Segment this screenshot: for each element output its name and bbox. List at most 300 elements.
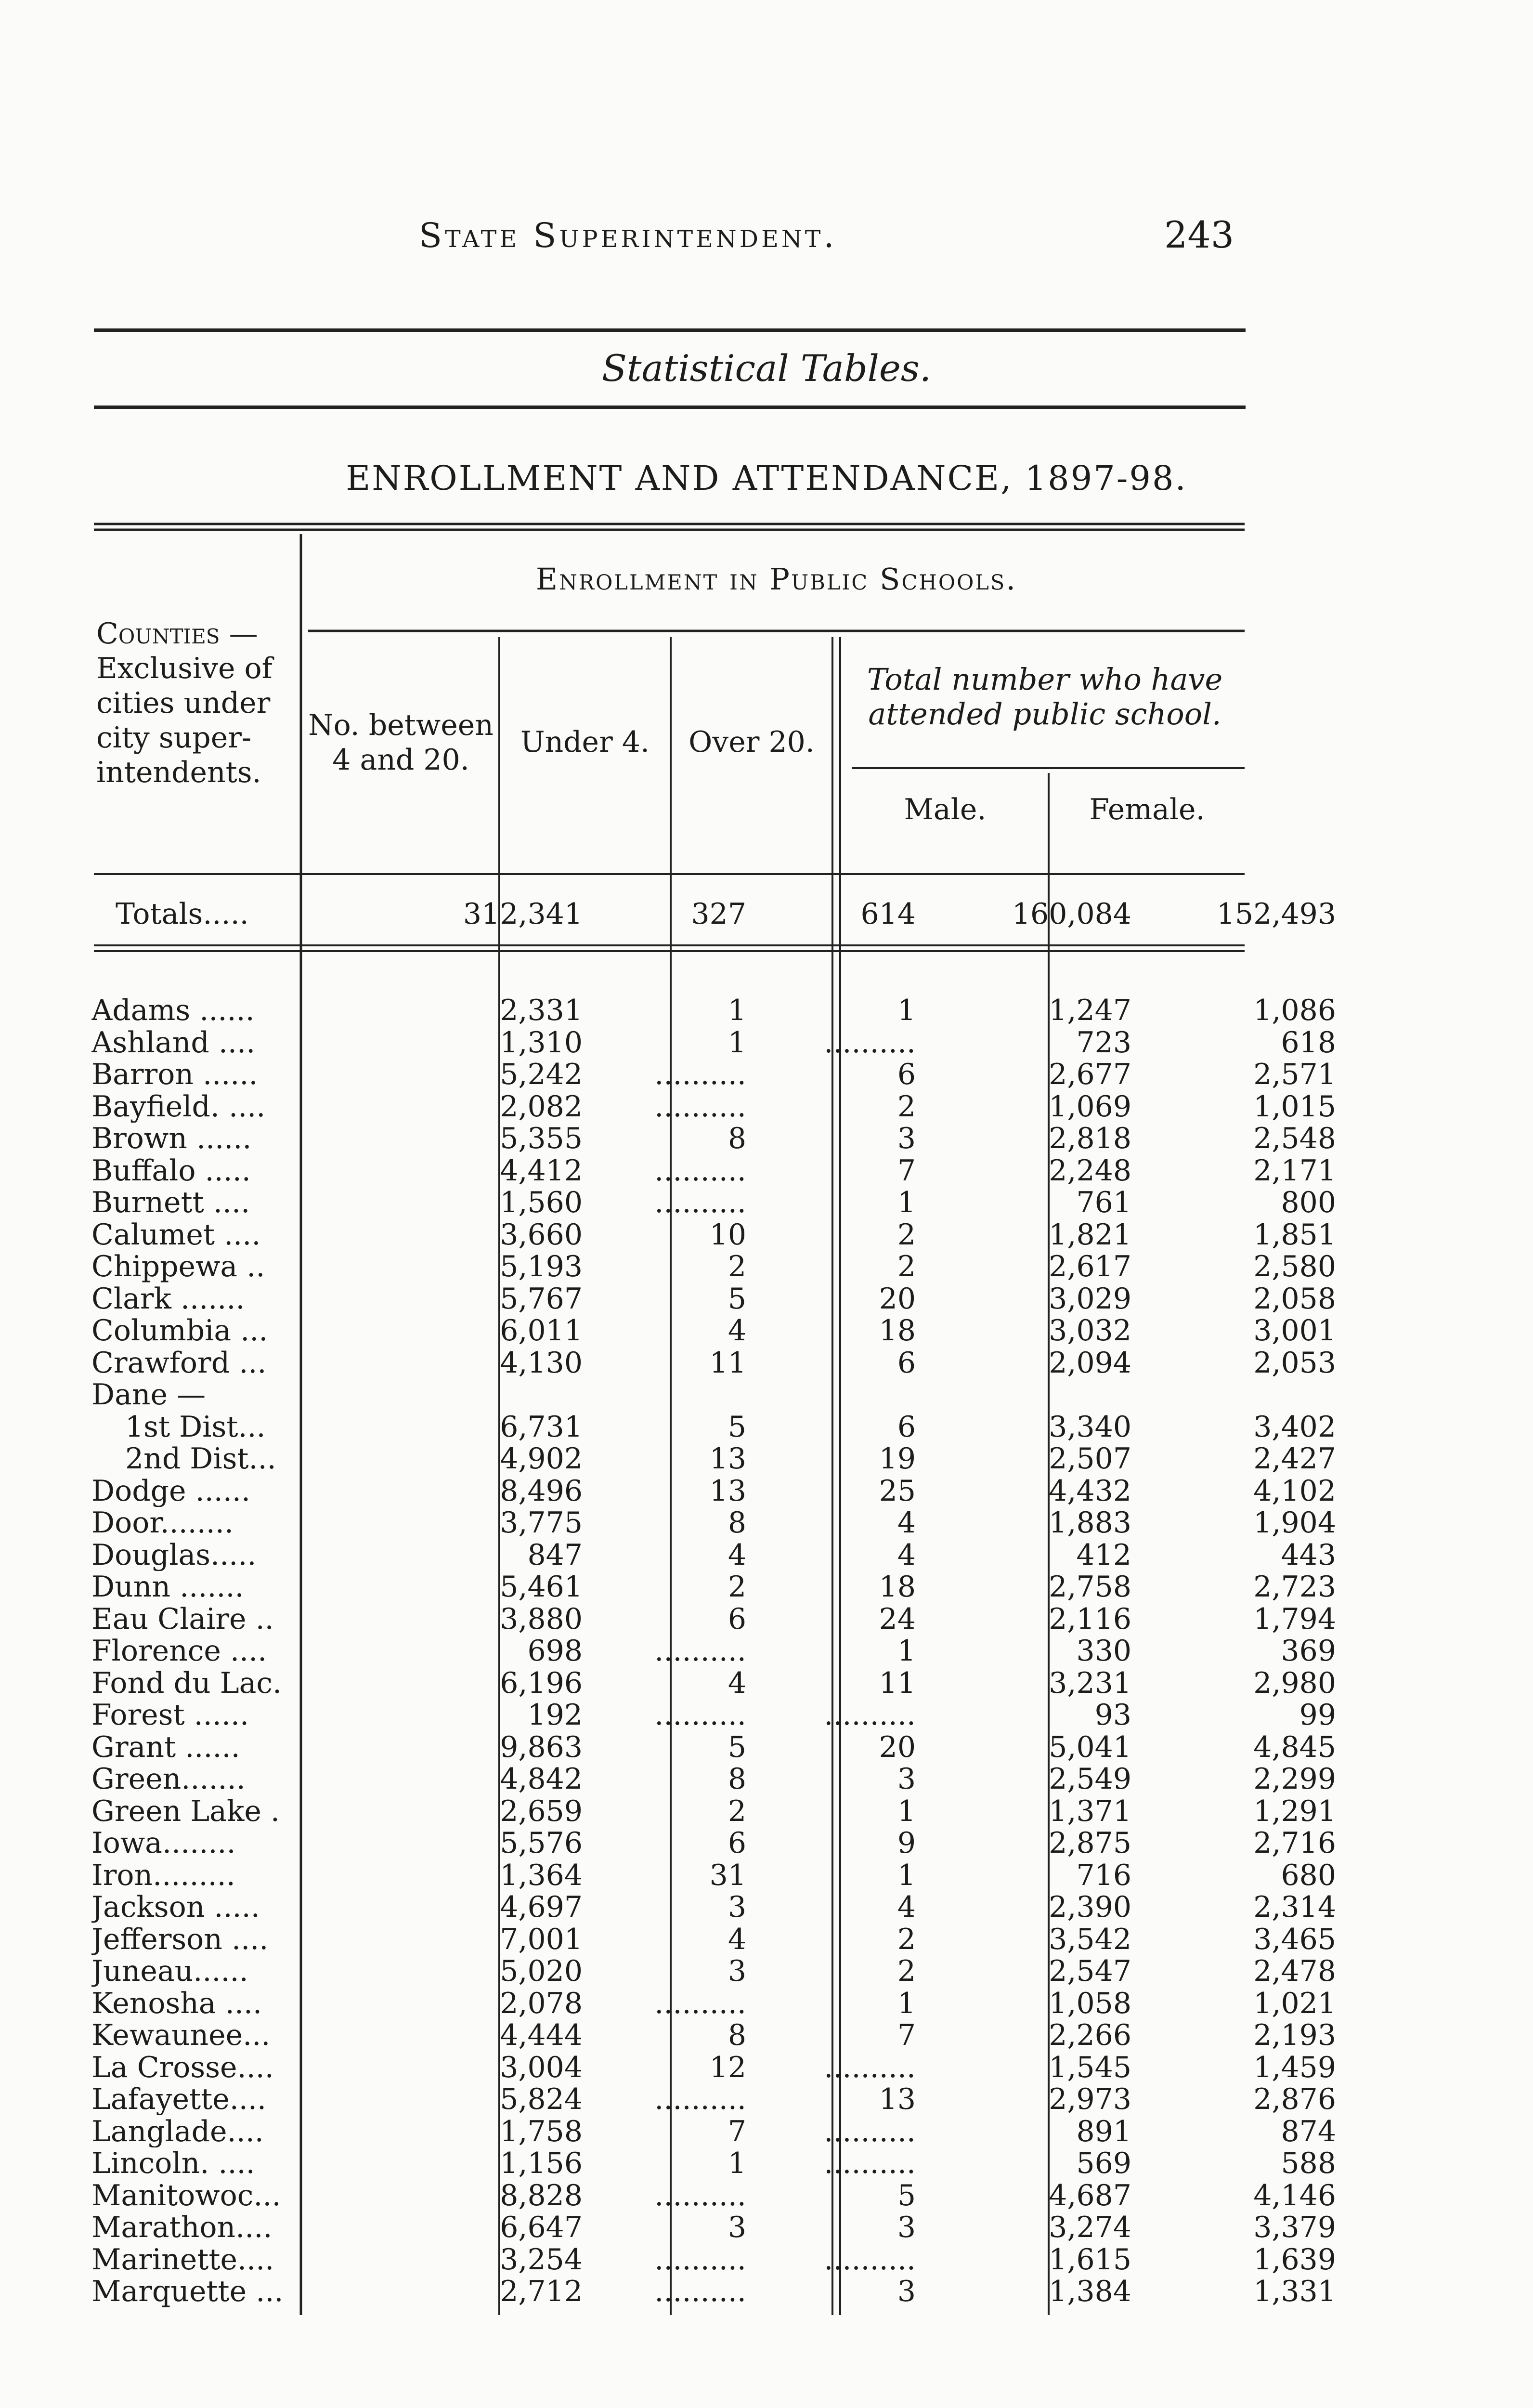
between-value: 6,647 — [500, 2212, 583, 2243]
under4-value: 4 — [728, 1539, 746, 1571]
male-value: 3,340 — [1049, 1411, 1131, 1443]
male-value: 716 — [1076, 1859, 1131, 1891]
under4-value: 13 — [709, 1475, 746, 1507]
table-row — [87, 1059, 1336, 1090]
female-value: 99 — [1299, 1699, 1336, 1731]
under4-value: .......... — [654, 1635, 746, 1667]
county-name: Ashland .... — [91, 1026, 256, 1059]
female-value: 4,102 — [1253, 1475, 1336, 1507]
female-value: 2,478 — [1253, 1955, 1336, 1987]
over20-value: 18 — [879, 1315, 916, 1347]
between-header — [303, 708, 498, 777]
between-value: 2,078 — [500, 1987, 583, 2019]
county-name: Green....... — [91, 1763, 246, 1795]
female-value: 2,876 — [1253, 2083, 1336, 2115]
table-row — [87, 2115, 1336, 2147]
female-value: 874 — [1281, 2115, 1336, 2147]
over20-value: 3 — [897, 2276, 916, 2307]
between-value: 2,082 — [500, 1090, 583, 1123]
county-name: Juneau...... — [91, 1955, 248, 1987]
table-row — [87, 1218, 1336, 1251]
table-row — [87, 1859, 1336, 1891]
table-row — [87, 1475, 1336, 1507]
under4-value: 2 — [728, 1251, 746, 1283]
table-row — [87, 1891, 1336, 1923]
under4-value: 5 — [728, 1731, 746, 1763]
under4-value: 8 — [728, 1763, 746, 1795]
male-value: 2,266 — [1049, 2019, 1131, 2051]
county-name: Columbia ... — [91, 1315, 268, 1347]
between-value: 3,004 — [500, 2051, 583, 2083]
over20-value: .......... — [824, 2243, 916, 2276]
over20-value: 20 — [879, 1283, 916, 1315]
male-value: 3,274 — [1049, 2212, 1131, 2243]
male-value: 1,247 — [1049, 995, 1131, 1026]
mid-rule — [94, 406, 1246, 409]
totals-label: Totals..... — [116, 898, 249, 930]
between-value: 4,444 — [500, 2019, 583, 2051]
county-name: Clark ....... — [91, 1283, 245, 1315]
under4-value: 2 — [728, 1795, 746, 1827]
table-row — [87, 2243, 1336, 2276]
between-value: 5,461 — [500, 1571, 583, 1603]
between-header-line: No. between — [308, 708, 494, 742]
county-name: 2nd Dist... — [125, 1443, 276, 1475]
between-value: 6,196 — [500, 1667, 583, 1699]
county-name: Marinette.... — [91, 2243, 274, 2276]
male-value: 3,231 — [1049, 1667, 1131, 1699]
county-name: Fond du Lac. — [91, 1667, 282, 1699]
male-value: 2,507 — [1049, 1443, 1131, 1475]
male-value: 3,542 — [1049, 1923, 1131, 1955]
between-value: 3,775 — [500, 1507, 583, 1539]
over20-value: 2 — [897, 1090, 916, 1123]
between-value: 1,310 — [500, 1026, 583, 1059]
female-value: 588 — [1281, 2147, 1336, 2179]
under4-value: 4 — [728, 1315, 746, 1347]
male-value: 2,818 — [1049, 1123, 1131, 1154]
table-row — [87, 2083, 1336, 2115]
female-value: 4,146 — [1253, 2179, 1336, 2212]
over20-value: 20 — [879, 1731, 916, 1763]
over20-value: 7 — [897, 2019, 916, 2051]
table-row — [87, 2147, 1336, 2179]
table-row — [87, 1827, 1336, 1859]
under4-value: .......... — [654, 2243, 746, 2276]
between-value: 4,130 — [500, 1347, 583, 1379]
under4-value: .......... — [654, 2083, 746, 2115]
table-row — [87, 1090, 1336, 1123]
over20-value: 1 — [897, 1987, 916, 2019]
male-value: 2,549 — [1049, 1763, 1131, 1795]
male-value: 2,677 — [1049, 1059, 1131, 1090]
table-row — [87, 2019, 1336, 2051]
male-value: 723 — [1076, 1026, 1131, 1059]
county-name: Kewaunee... — [91, 2019, 271, 2051]
female-value: 1,639 — [1253, 2243, 1336, 2276]
between-value: 1,364 — [500, 1859, 583, 1891]
under4-value: .......... — [654, 1699, 746, 1731]
under4-value: 5 — [728, 1411, 746, 1443]
between-value: 5,193 — [500, 1251, 583, 1283]
county-name: Dodge ...... — [91, 1475, 251, 1507]
between-value: 3,880 — [500, 1603, 583, 1635]
female-value: 3,001 — [1253, 1315, 1336, 1347]
county-name: Dunn ....... — [91, 1571, 244, 1603]
between-value: 2,331 — [500, 995, 583, 1026]
under4-value: 3 — [728, 2212, 746, 2243]
male-value: 3,029 — [1049, 1283, 1131, 1315]
county-name: Douglas..... — [91, 1539, 257, 1571]
county-name: La Crosse.... — [91, 2051, 274, 2083]
under4-value: .......... — [654, 1059, 746, 1090]
male-value: 1,883 — [1049, 1507, 1131, 1539]
county-name: Lincoln. .... — [91, 2147, 255, 2179]
county-name: Adams ...... — [91, 995, 255, 1026]
county-name: Iron......... — [91, 1859, 235, 1891]
over20-value: 2 — [897, 1955, 916, 1987]
county-name: Crawford ... — [91, 1347, 267, 1379]
county-name: Lafayette.... — [91, 2083, 267, 2115]
over20-value: 1 — [897, 1795, 916, 1827]
male-value: 1,058 — [1049, 1987, 1131, 2019]
table-row — [87, 1923, 1336, 1955]
table-row — [87, 1955, 1336, 1987]
male-value: 2,973 — [1049, 2083, 1131, 2115]
male-value: 412 — [1076, 1539, 1131, 1571]
over20-header: Over 20. — [689, 725, 815, 759]
female-value: 2,723 — [1253, 1571, 1336, 1603]
under4-value: 1 — [728, 995, 746, 1026]
under4-value: 1 — [728, 1026, 746, 1059]
female-value: 800 — [1281, 1187, 1336, 1218]
between-value: 3,254 — [500, 2243, 583, 2276]
over20-value: 18 — [879, 1571, 916, 1603]
table-row — [87, 2051, 1336, 2083]
over20-value: 2 — [897, 1251, 916, 1283]
male-value: 569 — [1076, 2147, 1131, 2179]
female-value: 1,086 — [1253, 995, 1336, 1026]
county-name: 1st Dist... — [125, 1411, 266, 1443]
male-value: 5,041 — [1049, 1731, 1131, 1763]
over20-value: .......... — [824, 2051, 916, 2083]
under4-value: .......... — [654, 1187, 746, 1218]
under4-value: 11 — [709, 1347, 746, 1379]
under4-header: Under 4. — [520, 725, 650, 759]
table-row — [87, 1763, 1336, 1795]
over20-value: .......... — [824, 2147, 916, 2179]
male-value: 891 — [1076, 2115, 1131, 2147]
totals-over20: 614 — [860, 898, 916, 930]
over20-value: 4 — [897, 1539, 916, 1571]
male-value: 2,390 — [1049, 1891, 1131, 1923]
between-value: 7,001 — [500, 1923, 583, 1955]
between-value: 3,660 — [500, 1218, 583, 1251]
between-value: 192 — [527, 1699, 583, 1731]
female-value: 618 — [1281, 1026, 1336, 1059]
over20-value: 11 — [879, 1667, 916, 1699]
female-value: 1,021 — [1253, 1987, 1336, 2019]
over20-value: .......... — [824, 2115, 916, 2147]
page-number: 243 — [1164, 213, 1234, 256]
over20-value: 9 — [897, 1827, 916, 1859]
male-value: 761 — [1076, 1187, 1131, 1218]
female-value: 2,980 — [1253, 1667, 1336, 1699]
under4-value: 12 — [709, 2051, 746, 2083]
county-name: Door........ — [91, 1507, 234, 1539]
between-value: 5,824 — [500, 2083, 583, 2115]
male-value: 3,032 — [1049, 1315, 1131, 1347]
county-name: Manitowoc... — [91, 2179, 281, 2212]
female-value: 3,379 — [1253, 2212, 1336, 2243]
male-value: 2,094 — [1049, 1347, 1131, 1379]
under4-value: 2 — [728, 1571, 746, 1603]
county-name: Marathon.... — [91, 2212, 273, 2243]
over20-value: 4 — [897, 1507, 916, 1539]
male-value: 1,821 — [1049, 1218, 1131, 1251]
table-row — [87, 1699, 1336, 1731]
male-value: 1,384 — [1049, 2276, 1131, 2307]
under4-value: 3 — [728, 1955, 746, 1987]
table-row — [87, 1795, 1336, 1827]
female-value: 1,904 — [1253, 1507, 1336, 1539]
female-value: 1,331 — [1253, 2276, 1336, 2307]
table-row — [87, 1347, 1336, 1379]
over20-value: 7 — [897, 1154, 916, 1187]
over20-value: 1 — [897, 1859, 916, 1891]
between-value: 2,659 — [500, 1795, 583, 1827]
between-value: 5,242 — [500, 1059, 583, 1090]
between-value: 2,712 — [500, 2276, 583, 2307]
counties-header-line: intendents. — [96, 756, 261, 789]
county-name: Jackson ..... — [91, 1891, 260, 1923]
section-title: Statistical Tables. — [601, 347, 932, 390]
county-name: Jefferson .... — [91, 1923, 269, 1955]
table-row — [87, 2276, 1336, 2307]
under4-value: 31 — [709, 1859, 746, 1891]
over20-value: .......... — [824, 1699, 916, 1731]
male-value: 1,615 — [1049, 2243, 1131, 2276]
between-value: 9,863 — [500, 1731, 583, 1763]
county-name: Forest ...... — [91, 1699, 249, 1731]
between-value: 5,020 — [500, 1955, 583, 1987]
female-value: 443 — [1281, 1539, 1336, 1571]
counties-header-line: Exclusive of — [96, 652, 273, 685]
table-row — [87, 1603, 1336, 1635]
under4-value: 10 — [709, 1218, 746, 1251]
under4-value: 3 — [728, 1891, 746, 1923]
county-name: Chippewa .. — [91, 1251, 265, 1283]
between-value: 698 — [527, 1635, 583, 1667]
under4-value: 6 — [728, 1827, 746, 1859]
female-value: 2,580 — [1253, 1251, 1336, 1283]
between-value: 1,758 — [500, 2115, 583, 2147]
over20-value: 6 — [897, 1347, 916, 1379]
under4-value: 5 — [728, 1283, 746, 1315]
between-value: 5,576 — [500, 1827, 583, 1859]
under4-value: 7 — [728, 2115, 746, 2147]
between-value: 6,731 — [500, 1411, 583, 1443]
female-value: 2,299 — [1253, 1763, 1336, 1795]
group-header: Enrollment in Public Schools. — [535, 562, 1017, 597]
under4-value: 4 — [728, 1667, 746, 1699]
male-value: 1,545 — [1049, 2051, 1131, 2083]
male-value: 4,687 — [1049, 2179, 1131, 2212]
male-value: 2,547 — [1049, 1955, 1131, 1987]
over20-value: 2 — [897, 1923, 916, 1955]
over20-value: 13 — [879, 2083, 916, 2115]
over20-value: 3 — [897, 1123, 916, 1154]
county-name: Buffalo ..... — [91, 1154, 251, 1187]
table-row — [87, 1187, 1336, 1218]
male-value: 1,371 — [1049, 1795, 1131, 1827]
female-value: 2,548 — [1253, 1123, 1336, 1154]
table-row — [87, 995, 1336, 1026]
female-value: 369 — [1281, 1635, 1336, 1667]
table-row — [87, 1315, 1336, 1347]
female-value: 1,015 — [1253, 1090, 1336, 1123]
under4-value: 8 — [728, 2019, 746, 2051]
total-header — [843, 662, 1247, 732]
county-name: Eau Claire .. — [91, 1603, 274, 1635]
county-name: Bayfield. .... — [91, 1090, 266, 1123]
over20-value: 3 — [897, 2212, 916, 2243]
over20-value: 1 — [897, 1187, 916, 1218]
under4-value: .......... — [654, 2179, 746, 2212]
between-value: 4,697 — [500, 1891, 583, 1923]
table-row — [87, 1731, 1336, 1763]
between-value: 4,412 — [500, 1154, 583, 1187]
table-row — [87, 1411, 1336, 1443]
county-name: Dane — — [91, 1379, 206, 1411]
male-value: 1,069 — [1049, 1090, 1131, 1123]
between-value: 4,842 — [500, 1763, 583, 1795]
male-value: 2,758 — [1049, 1571, 1131, 1603]
over20-value: .......... — [824, 1026, 916, 1059]
enrollment-table — [87, 523, 1336, 2319]
over20-value: 5 — [897, 2179, 916, 2212]
table-row — [87, 1379, 1247, 1411]
table-row — [87, 1987, 1336, 2019]
county-name: Green Lake . — [91, 1795, 280, 1827]
county-name: Barron ...... — [91, 1059, 258, 1090]
totals-between: 312,341 — [463, 898, 583, 930]
female-value: 2,171 — [1253, 1154, 1336, 1187]
female-value: 1,851 — [1253, 1218, 1336, 1251]
counties-header-line: Counties — — [96, 617, 258, 651]
top-rule — [94, 328, 1246, 332]
female-value: 2,427 — [1253, 1443, 1336, 1475]
table-row — [87, 1667, 1336, 1699]
table-row — [87, 1635, 1336, 1667]
county-name: Florence .... — [91, 1635, 267, 1667]
under4-value: 4 — [728, 1923, 746, 1955]
female-value: 2,193 — [1253, 2019, 1336, 2051]
male-value: 2,617 — [1049, 1251, 1131, 1283]
county-name: Grant ...... — [91, 1731, 240, 1763]
over20-value: 4 — [897, 1891, 916, 1923]
table-title: ENROLLMENT AND ATTENDANCE, 1897-98. — [346, 458, 1187, 498]
under4-value: 1 — [728, 2147, 746, 2179]
county-name: Brown ...... — [91, 1123, 252, 1154]
male-value: 2,116 — [1049, 1603, 1131, 1635]
totals-under4: 327 — [691, 898, 746, 930]
total-header-line: Total number who have — [867, 662, 1223, 697]
male-value: 330 — [1076, 1635, 1131, 1667]
counties-header — [96, 616, 299, 790]
between-value: 4,902 — [500, 1443, 583, 1475]
table-row — [87, 1571, 1336, 1603]
between-value: 6,011 — [500, 1315, 583, 1347]
female-value: 2,571 — [1253, 1059, 1336, 1090]
over20-value: 25 — [879, 1475, 916, 1507]
table-row — [87, 1251, 1336, 1283]
table-row — [87, 1507, 1336, 1539]
between-value: 847 — [527, 1539, 583, 1571]
between-value: 1,156 — [500, 2147, 583, 2179]
table-row — [87, 1283, 1336, 1315]
totals-male: 160,084 — [1012, 898, 1131, 930]
total-header-line: attended public school. — [868, 696, 1221, 732]
under4-value: 13 — [709, 1443, 746, 1475]
over20-value: 1 — [897, 1635, 916, 1667]
male-header: Male. — [904, 793, 987, 826]
table-row — [87, 2212, 1336, 2243]
female-value: 2,716 — [1253, 1827, 1336, 1859]
table-row — [87, 1026, 1336, 1059]
over20-value: 24 — [879, 1603, 916, 1635]
county-name: Calumet .... — [91, 1218, 261, 1251]
under4-value: 6 — [728, 1603, 746, 1635]
over20-value: 19 — [879, 1443, 916, 1475]
under4-value: .......... — [654, 2276, 746, 2307]
female-value: 4,845 — [1253, 1731, 1336, 1763]
running-head: State Superintendent. — [419, 216, 837, 255]
under4-value: 8 — [728, 1507, 746, 1539]
county-name: Burnett .... — [91, 1187, 250, 1218]
county-name: Iowa........ — [91, 1827, 236, 1859]
table-row — [87, 1443, 1336, 1475]
over20-value: 3 — [897, 1763, 916, 1795]
female-value: 3,465 — [1253, 1923, 1336, 1955]
female-value: 2,053 — [1253, 1347, 1336, 1379]
table-row — [87, 1154, 1336, 1187]
over20-value: 1 — [897, 995, 916, 1026]
under4-value: 8 — [728, 1123, 746, 1154]
under4-value: .......... — [654, 1987, 746, 2019]
female-value: 2,058 — [1253, 1283, 1336, 1315]
male-value: 2,875 — [1049, 1827, 1131, 1859]
female-value: 1,794 — [1253, 1603, 1336, 1635]
under4-value: .......... — [654, 1154, 746, 1187]
over20-value: 2 — [897, 1218, 916, 1251]
between-header-line: 4 and 20. — [332, 743, 469, 777]
over20-value: 6 — [897, 1411, 916, 1443]
female-value: 680 — [1281, 1859, 1336, 1891]
county-name: Marquette ... — [91, 2276, 284, 2307]
female-value: 2,314 — [1253, 1891, 1336, 1923]
between-value: 8,828 — [500, 2179, 583, 2212]
female-header: Female. — [1089, 793, 1205, 826]
male-value: 2,248 — [1049, 1154, 1131, 1187]
between-value: 5,355 — [500, 1123, 583, 1154]
counties-header-line: cities under — [96, 686, 271, 720]
male-value: 4,432 — [1049, 1475, 1131, 1507]
female-value: 1,291 — [1253, 1795, 1336, 1827]
table-row — [87, 1123, 1336, 1154]
female-value: 3,402 — [1253, 1411, 1336, 1443]
over20-value: 6 — [897, 1059, 916, 1090]
